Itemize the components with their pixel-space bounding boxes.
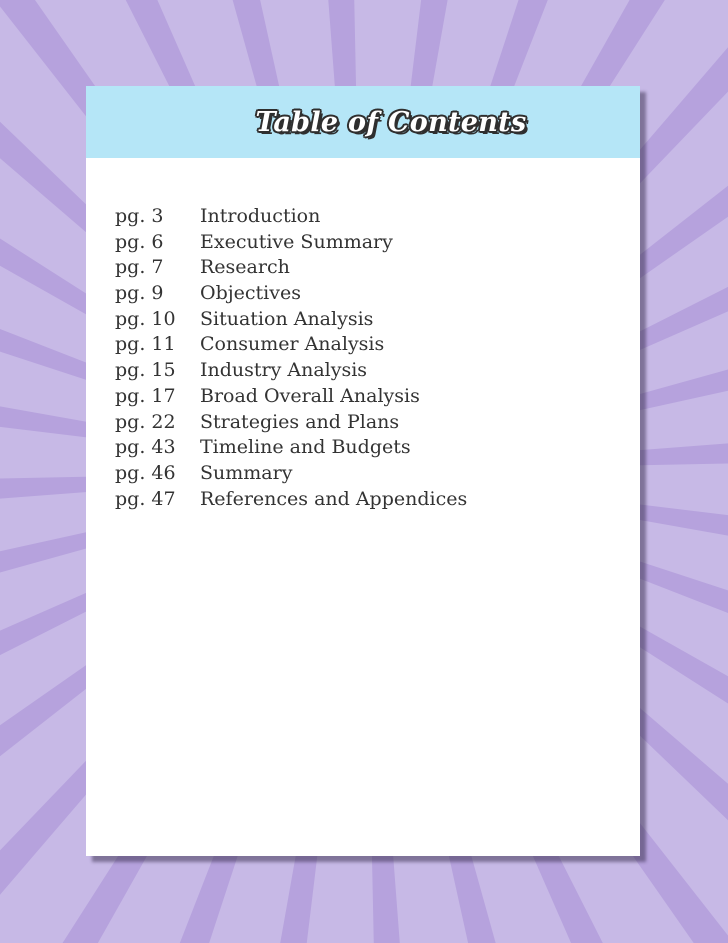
toc-row	[115, 461, 467, 487]
toc-card	[86, 86, 640, 856]
toc-page-number: pg. 6	[115, 230, 164, 253]
toc-page-number: pg. 46	[115, 461, 176, 484]
toc-row	[115, 410, 467, 436]
toc-row	[115, 307, 467, 333]
toc-page-number: pg. 17	[115, 384, 176, 407]
toc-row	[115, 358, 467, 384]
toc-page-number: pg. 9	[115, 282, 164, 305]
toc-page-number: pg. 22	[115, 410, 176, 433]
toc-section-title: Objectives	[200, 282, 301, 305]
toc-page-number: pg. 7	[115, 256, 164, 279]
toc-row	[115, 487, 467, 513]
toc-section-title: Summary	[200, 461, 293, 484]
toc-page-number: pg. 10	[115, 307, 176, 330]
toc-page-number: pg. 47	[115, 487, 176, 510]
toc-section-title: Introduction	[200, 205, 321, 227]
toc-section-title: Research	[200, 256, 290, 279]
toc-section-title: References and Appendices	[200, 487, 468, 510]
toc-page-number: pg. 43	[115, 436, 176, 459]
toc-row	[115, 204, 467, 230]
toc-section-title: Consumer Analysis	[200, 333, 385, 356]
toc-row	[115, 384, 467, 410]
toc-header	[86, 86, 640, 158]
toc-row	[115, 230, 467, 256]
toc-row	[115, 435, 467, 461]
toc-row	[115, 255, 467, 281]
toc-section-title: Timeline and Budgets	[200, 436, 411, 459]
toc-section-title: Broad Overall Analysis	[200, 384, 420, 407]
toc-page-number: pg. 11	[115, 333, 176, 356]
toc-page-number: pg. 15	[115, 359, 176, 382]
toc-section-title: Strategies and Plans	[200, 410, 400, 433]
toc-row	[115, 332, 467, 358]
toc-section-title: Executive Summary	[200, 230, 393, 253]
toc-page-number: pg. 3	[115, 205, 164, 227]
toc-list	[115, 204, 467, 512]
toc-section-title: Industry Analysis	[200, 359, 368, 382]
page-title: Table of Contents	[255, 106, 527, 138]
toc-section-title: Situation Analysis	[200, 307, 374, 330]
toc-row	[115, 281, 467, 307]
